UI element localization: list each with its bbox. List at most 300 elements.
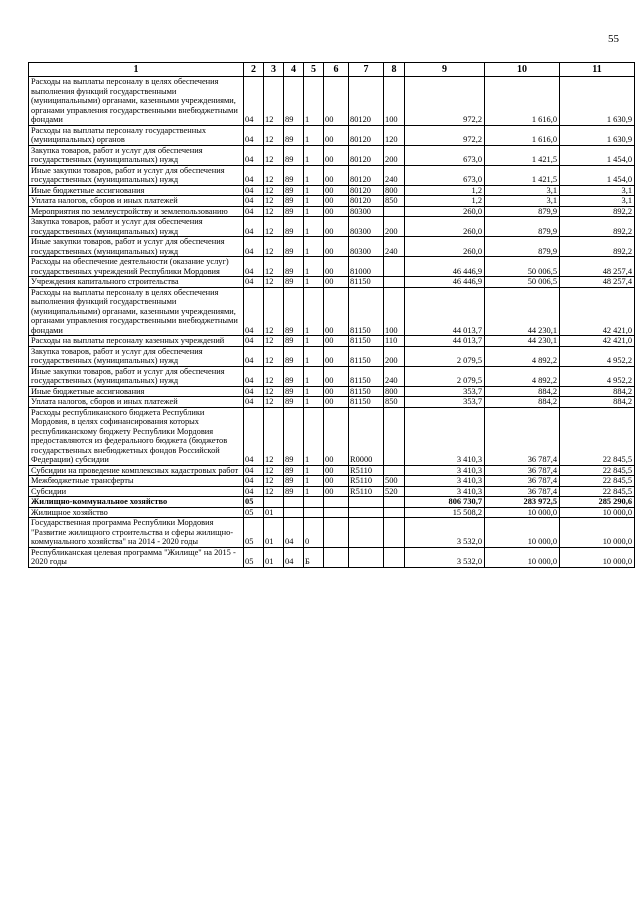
value-cell: 673,0 <box>405 145 485 165</box>
table-row <box>29 336 635 347</box>
code-cell: 800 <box>384 386 405 397</box>
code-cell: R0000 <box>349 407 384 465</box>
header-cell: 9 <box>405 63 485 77</box>
table-row <box>29 287 635 336</box>
code-cell: 1 <box>304 486 324 497</box>
value-cell: 1 454,0 <box>560 145 635 165</box>
value-cell: 4 952,2 <box>560 366 635 386</box>
value-cell: 48 257,4 <box>560 257 635 277</box>
code-cell: 89 <box>284 486 304 497</box>
code-cell: 81150 <box>349 346 384 366</box>
table-row <box>29 165 635 185</box>
name-cell: Закупка товаров, работ и услуг для обеспечения государственных (муниципальных) нужд <box>29 145 244 165</box>
value-cell: 884,2 <box>560 397 635 408</box>
name-cell: Жилищно-коммунальное хозяйство <box>29 497 244 508</box>
name-cell: Мероприятия по землеустройству и землепользованию <box>29 206 244 217</box>
code-cell: 89 <box>284 277 304 288</box>
code-cell: 04 <box>244 77 264 126</box>
name-cell: Субсидии <box>29 486 244 497</box>
code-cell: 04 <box>244 217 264 237</box>
code-cell: 81150 <box>349 287 384 336</box>
header-cell: 11 <box>560 63 635 77</box>
value-cell: 972,2 <box>405 77 485 126</box>
value-cell: 3,1 <box>560 185 635 196</box>
code-cell: 04 <box>244 397 264 408</box>
code-cell: 89 <box>284 476 304 487</box>
code-cell: 800 <box>384 185 405 196</box>
code-cell: 80120 <box>349 196 384 207</box>
value-cell: 892,2 <box>560 206 635 217</box>
value-cell: 36 787,4 <box>485 476 560 487</box>
code-cell <box>349 507 384 518</box>
code-cell: 12 <box>264 165 284 185</box>
code-cell: 200 <box>384 217 405 237</box>
value-cell: 10 000,0 <box>560 518 635 548</box>
table-row <box>29 346 635 366</box>
name-cell: Уплата налогов, сборов и иных платежей <box>29 196 244 207</box>
code-cell: 1 <box>304 465 324 476</box>
code-cell: 89 <box>284 386 304 397</box>
header-cell: 8 <box>384 63 405 77</box>
table-row <box>29 497 635 508</box>
code-cell: 04 <box>244 386 264 397</box>
value-cell: 22 845,5 <box>560 407 635 465</box>
code-cell: 80120 <box>349 125 384 145</box>
code-cell: 110 <box>384 336 405 347</box>
code-cell: 01 <box>264 507 284 518</box>
code-cell: 89 <box>284 366 304 386</box>
table-row <box>29 366 635 386</box>
code-cell: 1 <box>304 476 324 487</box>
code-cell: 80120 <box>349 145 384 165</box>
value-cell: 260,0 <box>405 206 485 217</box>
header-cell: 6 <box>324 63 349 77</box>
value-cell: 673,0 <box>405 165 485 185</box>
value-cell: 3 410,3 <box>405 465 485 476</box>
code-cell: 1 <box>304 145 324 165</box>
value-cell: 892,2 <box>560 217 635 237</box>
code-cell: 00 <box>324 237 349 257</box>
code-cell: 05 <box>244 518 264 548</box>
code-cell: 1 <box>304 206 324 217</box>
code-cell: 80120 <box>349 185 384 196</box>
code-cell <box>349 518 384 548</box>
value-cell: 44 013,7 <box>405 287 485 336</box>
code-cell: 00 <box>324 346 349 366</box>
table-row <box>29 486 635 497</box>
code-cell: 12 <box>264 257 284 277</box>
code-cell: 89 <box>284 407 304 465</box>
code-cell: 89 <box>284 397 304 408</box>
name-cell: Жилищное хозяйство <box>29 507 244 518</box>
code-cell: 12 <box>264 77 284 126</box>
table-row <box>29 145 635 165</box>
code-cell: 89 <box>284 185 304 196</box>
header-cell: 3 <box>264 63 284 77</box>
code-cell: 00 <box>324 277 349 288</box>
code-cell: 12 <box>264 465 284 476</box>
value-cell: 2 079,5 <box>405 366 485 386</box>
value-cell: 3 410,3 <box>405 407 485 465</box>
value-cell: 260,0 <box>405 237 485 257</box>
code-cell: 00 <box>324 217 349 237</box>
value-cell: 3 410,3 <box>405 486 485 497</box>
value-cell: 3,1 <box>485 185 560 196</box>
code-cell: 00 <box>324 486 349 497</box>
name-cell: Иные бюджетные ассигнования <box>29 185 244 196</box>
code-cell <box>349 497 384 508</box>
code-cell <box>384 547 405 567</box>
code-cell: 1 <box>304 386 324 397</box>
code-cell: 00 <box>324 476 349 487</box>
code-cell: 04 <box>244 165 264 185</box>
code-cell: 12 <box>264 346 284 366</box>
value-cell: 353,7 <box>405 386 485 397</box>
table-row <box>29 476 635 487</box>
code-cell: 00 <box>324 386 349 397</box>
value-cell: 46 446,9 <box>405 277 485 288</box>
header-cell: 1 <box>29 63 244 77</box>
table-row <box>29 386 635 397</box>
code-cell: 1 <box>304 217 324 237</box>
code-cell: 850 <box>384 397 405 408</box>
header-cell: 4 <box>284 63 304 77</box>
code-cell: 81000 <box>349 257 384 277</box>
name-cell: Расходы на выплаты персоналу государственных (муниципальных) органов <box>29 125 244 145</box>
code-cell: 04 <box>244 277 264 288</box>
value-cell: 4 952,2 <box>560 346 635 366</box>
code-cell <box>324 507 349 518</box>
code-cell: 00 <box>324 397 349 408</box>
value-cell: 972,2 <box>405 125 485 145</box>
table-row <box>29 507 635 518</box>
code-cell: Б <box>304 547 324 567</box>
code-cell: 00 <box>324 287 349 336</box>
page-number: 55 <box>608 33 619 45</box>
code-cell: 04 <box>244 196 264 207</box>
value-cell: 50 006,5 <box>485 277 560 288</box>
code-cell: 12 <box>264 397 284 408</box>
value-cell: 1 454,0 <box>560 165 635 185</box>
value-cell: 36 787,4 <box>485 407 560 465</box>
code-cell: 0 <box>304 518 324 548</box>
code-cell: 00 <box>324 407 349 465</box>
code-cell: 00 <box>324 465 349 476</box>
code-cell: 12 <box>264 185 284 196</box>
code-cell: 80120 <box>349 77 384 126</box>
code-cell: 89 <box>284 465 304 476</box>
value-cell: 36 787,4 <box>485 465 560 476</box>
code-cell: 04 <box>244 366 264 386</box>
value-cell: 353,7 <box>405 397 485 408</box>
code-cell: 00 <box>324 366 349 386</box>
code-cell: 1 <box>304 336 324 347</box>
value-cell: 3,1 <box>485 196 560 207</box>
code-cell: 1 <box>304 185 324 196</box>
code-cell <box>349 547 384 567</box>
value-cell: 10 000,0 <box>485 518 560 548</box>
table-row <box>29 397 635 408</box>
value-cell: 36 787,4 <box>485 486 560 497</box>
code-cell: 1 <box>304 397 324 408</box>
name-cell: Расходы на выплаты персоналу казенных учреждений <box>29 336 244 347</box>
code-cell: 00 <box>324 185 349 196</box>
code-cell: 81150 <box>349 366 384 386</box>
code-cell: 1 <box>304 196 324 207</box>
header-cell: 2 <box>244 63 264 77</box>
code-cell: 01 <box>264 547 284 567</box>
code-cell: 1 <box>304 165 324 185</box>
code-cell: 240 <box>384 165 405 185</box>
table-row <box>29 125 635 145</box>
code-cell: 1 <box>304 366 324 386</box>
code-cell: 04 <box>244 486 264 497</box>
code-cell: 12 <box>264 407 284 465</box>
code-cell <box>324 497 349 508</box>
code-cell: 00 <box>324 206 349 217</box>
value-cell: 884,2 <box>560 386 635 397</box>
table-row <box>29 185 635 196</box>
code-cell: 04 <box>244 287 264 336</box>
code-cell: 89 <box>284 125 304 145</box>
code-cell: 00 <box>324 145 349 165</box>
code-cell: 100 <box>384 77 405 126</box>
code-cell: 12 <box>264 217 284 237</box>
code-cell: R5110 <box>349 476 384 487</box>
value-cell: 4 892,2 <box>485 366 560 386</box>
code-cell: 12 <box>264 206 284 217</box>
code-cell <box>384 277 405 288</box>
code-cell: 04 <box>244 145 264 165</box>
table-body <box>29 77 635 568</box>
code-cell: 89 <box>284 196 304 207</box>
table-row <box>29 547 635 567</box>
name-cell: Иные закупки товаров, работ и услуг для обеспечения государственных (муниципальных) нужд <box>29 366 244 386</box>
table-row <box>29 237 635 257</box>
table-row <box>29 196 635 207</box>
name-cell: Субсидии на проведение комплексных кадастровых работ <box>29 465 244 476</box>
value-cell: 42 421,0 <box>560 287 635 336</box>
code-cell <box>324 547 349 567</box>
code-cell: 04 <box>244 257 264 277</box>
code-cell: 1 <box>304 257 324 277</box>
code-cell: 04 <box>244 125 264 145</box>
table-row <box>29 257 635 277</box>
name-cell: Иные бюджетные ассигнования <box>29 386 244 397</box>
value-cell: 15 508,2 <box>405 507 485 518</box>
value-cell: 2 079,5 <box>405 346 485 366</box>
value-cell: 1 421,5 <box>485 145 560 165</box>
table-row <box>29 407 635 465</box>
table-row <box>29 217 635 237</box>
value-cell: 1 630,9 <box>560 125 635 145</box>
code-cell: 100 <box>384 287 405 336</box>
code-cell <box>384 465 405 476</box>
code-cell <box>384 257 405 277</box>
code-cell: 80300 <box>349 206 384 217</box>
code-cell: 12 <box>264 386 284 397</box>
value-cell: 10 000,0 <box>485 547 560 567</box>
name-cell: Расходы на обеспечение деятельности (оказание услуг) государственных учреждений Республики Мордовия <box>29 257 244 277</box>
code-cell: 04 <box>244 237 264 257</box>
code-cell <box>384 497 405 508</box>
code-cell: 240 <box>384 237 405 257</box>
code-cell: 1 <box>304 277 324 288</box>
value-cell: 22 845,5 <box>560 476 635 487</box>
code-cell: 89 <box>284 165 304 185</box>
code-cell <box>324 518 349 548</box>
code-cell <box>384 407 405 465</box>
code-cell: 1 <box>304 237 324 257</box>
table-row <box>29 465 635 476</box>
value-cell: 1,2 <box>405 196 485 207</box>
name-cell: Республиканская целевая программа "Жилище" на 2015 - 2020 годы <box>29 547 244 567</box>
value-cell: 1 616,0 <box>485 125 560 145</box>
code-cell: 89 <box>284 336 304 347</box>
name-cell: Иные закупки товаров, работ и услуг для обеспечения государственных (муниципальных) нужд <box>29 165 244 185</box>
value-cell: 1 616,0 <box>485 77 560 126</box>
header-cell: 7 <box>349 63 384 77</box>
name-cell: Учреждения капитального строительства <box>29 277 244 288</box>
value-cell: 46 446,9 <box>405 257 485 277</box>
name-cell: Расходы республиканского бюджета Республики Мордовия, в целях софинансирования которых республиканскому бюджету Республики Мордовия предоставляются из федерального бюджета (бюджетов государственных внебюджетных фондов Российской Федерации) субсидии <box>29 407 244 465</box>
code-cell: 12 <box>264 145 284 165</box>
value-cell: 3 532,0 <box>405 518 485 548</box>
code-cell: 04 <box>284 518 304 548</box>
table-row <box>29 518 635 548</box>
code-cell: 520 <box>384 486 405 497</box>
code-cell: 04 <box>244 206 264 217</box>
value-cell: 42 421,0 <box>560 336 635 347</box>
code-cell: 00 <box>324 336 349 347</box>
value-cell: 879,9 <box>485 217 560 237</box>
code-cell: 500 <box>384 476 405 487</box>
code-cell: 04 <box>244 346 264 366</box>
header-cell: 10 <box>485 63 560 77</box>
name-cell: Расходы на выплаты персоналу в целях обеспечения выполнения функций государственными (муниципальными) органами, казенными учреждениями, органами управления государственными внебюджетными фондами <box>29 77 244 126</box>
name-cell: Иные закупки товаров, работ и услуг для обеспечения государственных (муниципальных) нужд <box>29 237 244 257</box>
code-cell <box>384 518 405 548</box>
code-cell: 81150 <box>349 277 384 288</box>
code-cell: 00 <box>324 196 349 207</box>
value-cell: 44 230,1 <box>485 287 560 336</box>
code-cell: 12 <box>264 476 284 487</box>
code-cell: 04 <box>244 465 264 476</box>
value-cell: 10 000,0 <box>485 507 560 518</box>
value-cell: 22 845,5 <box>560 465 635 476</box>
code-cell: 04 <box>244 407 264 465</box>
code-cell: 89 <box>284 346 304 366</box>
code-cell: 81150 <box>349 336 384 347</box>
code-cell: 200 <box>384 346 405 366</box>
value-cell: 3 532,0 <box>405 547 485 567</box>
code-cell: 12 <box>264 237 284 257</box>
code-cell: 200 <box>384 145 405 165</box>
code-cell: 89 <box>284 77 304 126</box>
code-cell: 120 <box>384 125 405 145</box>
code-cell: 89 <box>284 206 304 217</box>
code-cell: 05 <box>244 507 264 518</box>
value-cell: 879,9 <box>485 237 560 257</box>
value-cell: 285 290,6 <box>560 497 635 508</box>
value-cell: 884,2 <box>485 397 560 408</box>
code-cell: 89 <box>284 257 304 277</box>
value-cell: 1,2 <box>405 185 485 196</box>
code-cell: 89 <box>284 237 304 257</box>
value-cell: 3 410,3 <box>405 476 485 487</box>
value-cell: 48 257,4 <box>560 277 635 288</box>
value-cell: 892,2 <box>560 237 635 257</box>
code-cell: 12 <box>264 196 284 207</box>
code-cell: R5110 <box>349 486 384 497</box>
code-cell: 00 <box>324 77 349 126</box>
code-cell: 00 <box>324 257 349 277</box>
code-cell: R5110 <box>349 465 384 476</box>
value-cell: 3,1 <box>560 196 635 207</box>
code-cell <box>284 507 304 518</box>
code-cell: 81150 <box>349 386 384 397</box>
value-cell: 260,0 <box>405 217 485 237</box>
value-cell: 1 421,5 <box>485 165 560 185</box>
code-cell: 04 <box>244 336 264 347</box>
header-row <box>29 63 635 77</box>
table-row <box>29 77 635 126</box>
code-cell: 12 <box>264 277 284 288</box>
code-cell <box>284 497 304 508</box>
code-cell: 80300 <box>349 237 384 257</box>
header-cell: 5 <box>304 63 324 77</box>
code-cell: 89 <box>284 287 304 336</box>
name-cell: Уплата налогов, сборов и иных платежей <box>29 397 244 408</box>
code-cell: 81150 <box>349 397 384 408</box>
table-row <box>29 206 635 217</box>
name-cell: Закупка товаров, работ и услуг для обеспечения государственных (муниципальных) нужд <box>29 217 244 237</box>
code-cell <box>384 507 405 518</box>
code-cell: 04 <box>284 547 304 567</box>
code-cell <box>264 497 284 508</box>
code-cell: 1 <box>304 346 324 366</box>
value-cell: 50 006,5 <box>485 257 560 277</box>
code-cell: 80120 <box>349 165 384 185</box>
code-cell: 01 <box>264 518 284 548</box>
code-cell: 05 <box>244 547 264 567</box>
value-cell: 44 230,1 <box>485 336 560 347</box>
code-cell <box>304 497 324 508</box>
code-cell: 00 <box>324 165 349 185</box>
value-cell: 10 000,0 <box>560 507 635 518</box>
name-cell: Государственная программа Республики Мордовия "Развитие жилищного строительства и сферы жилищно-коммунального хозяйства" на 2014 - 2020 годы <box>29 518 244 548</box>
budget-table <box>28 62 635 568</box>
table-row <box>29 277 635 288</box>
code-cell: 12 <box>264 486 284 497</box>
name-cell: Закупка товаров, работ и услуг для обеспечения государственных (муниципальных) нужд <box>29 346 244 366</box>
value-cell: 44 013,7 <box>405 336 485 347</box>
value-cell: 806 730,7 <box>405 497 485 508</box>
code-cell: 1 <box>304 287 324 336</box>
value-cell: 283 972,5 <box>485 497 560 508</box>
code-cell: 1 <box>304 407 324 465</box>
code-cell: 1 <box>304 125 324 145</box>
code-cell: 05 <box>244 497 264 508</box>
value-cell: 4 892,2 <box>485 346 560 366</box>
code-cell: 80300 <box>349 217 384 237</box>
code-cell: 89 <box>284 217 304 237</box>
value-cell: 1 630,9 <box>560 77 635 126</box>
code-cell: 89 <box>284 145 304 165</box>
value-cell: 884,2 <box>485 386 560 397</box>
value-cell: 10 000,0 <box>560 547 635 567</box>
code-cell: 1 <box>304 77 324 126</box>
